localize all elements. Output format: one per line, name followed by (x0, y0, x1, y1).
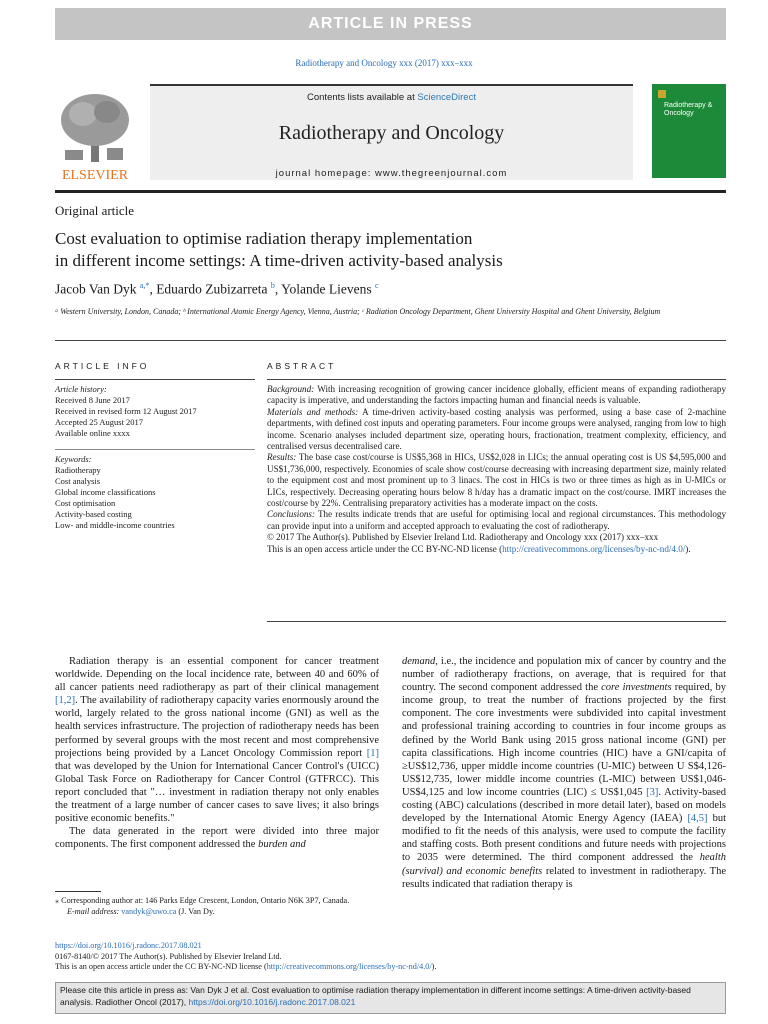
body-italic: burden and (258, 839, 306, 851)
corresponding-author: ⁎ Corresponding author at: 146 Parks Edge Crescent, London, Ontario N6K 3P7, Canada. (55, 896, 350, 905)
footnote (55, 895, 379, 917)
article-history (55, 384, 255, 439)
body-text: that was developed by the Union for International Cancer Control's (UICC) Global Task Force on Radiotherapy for Cancer Control (GTFRCC). This report concluded that "… investment in radiation therapy not only enables the treatment of a large number of cancer cases to save lives; it also brings positive economic benefits." (55, 760, 379, 825)
cover-emblem-icon (658, 90, 666, 98)
doi-link[interactable]: https://doi.org/10.1016/j.radonc.2017.08.021 (55, 941, 202, 950)
issn-line: 0167-8140/© 2017 The Author(s). Published by Elsevier Ireland Ltd. (55, 951, 282, 961)
available-prefix: Contents lists available at (307, 92, 418, 103)
keyword-item: Low- and middle-income countries (55, 520, 175, 530)
journal-masthead (55, 84, 726, 182)
abstract-rule (267, 379, 726, 380)
license-link[interactable]: http://creativecommons.org/licenses/by-nc-nd/4.0/ (502, 543, 686, 554)
license-suffix: ). (431, 962, 437, 971)
citation-text: Please cite this article in press as: Van Dyk J et al. Cost evaluation to optimise radiation therapy implementation in different income settings: A time-driven activity-based analysis. Radiother Oncol (2017), (60, 985, 691, 1007)
elsevier-logo[interactable] (55, 90, 135, 182)
body-paragraph (55, 825, 379, 851)
body-italic: demand (402, 656, 436, 667)
journal-title: Radiotherapy and Oncology (278, 122, 505, 144)
reference-link[interactable]: [1,2] (55, 695, 76, 707)
background-label: Background: (267, 384, 315, 394)
article-type: Original article (55, 203, 135, 218)
history-item: Received 8 June 2017 (55, 395, 130, 405)
abstract-results (267, 452, 726, 509)
body-text: The data generated in the report were divided into three major components. The first component addressed the (55, 826, 379, 851)
journal-citation-link[interactable]: Radiotherapy and Oncology xxx (2017) xxx–xxx (295, 58, 473, 68)
citation-box (55, 982, 726, 1014)
license-suffix: ). (685, 543, 691, 554)
masthead-rule (55, 190, 726, 193)
body-text: but modified to fit the needs of this analysis, were used to compute the facility and staffing costs. Both present conditions and future needs with projections to 2035 were determined. The third component addressed the (402, 813, 726, 864)
keywords-rule (55, 449, 255, 450)
sciencedirect-link[interactable]: ScienceDirect (417, 92, 476, 103)
reference-link[interactable]: [4,5] (687, 813, 708, 825)
conclusions-text: The results indicate trends that are useful for optimising local and regional circumstances. This methodology can provide input into a uniform and accepted approach to evaluating the cost of radiotherapy. (267, 509, 726, 531)
abstract-bottom-rule (267, 621, 726, 622)
keyword-item: Global income classifications (55, 487, 156, 497)
conclusions-label: Conclusions: (267, 509, 315, 520)
body-text: . The availability of radiotherapy capacity varies enormously around the world, largely related to the gross national income (GNI) as well as the health services infrastructure. The projection of radiotherapy needs has been performed by several groups with the most recent and most comprehensive projections being provided by a Lancet Oncology Commission report (55, 695, 379, 759)
footnote-rule (55, 891, 101, 892)
methods-text: A time-driven activity-based costing analysis was performed, using a base case of 2-machine departments, with defined cost inputs and operating parameters. Four income groups were analysed, ranging from low to high income. Scenario analyses included department size, operating hours, fractionation, treatment complexity, efficiency, and centralised versus decentralised care. (267, 406, 726, 452)
body-text: related to investment in radiotherapy. The results indicated that radiation therapy is (402, 865, 727, 890)
body-italic: core investments (601, 682, 672, 694)
email-label: E-mail address: (67, 907, 120, 916)
masthead-center (150, 84, 633, 180)
affiliations: ᵃ Western University, London, Canada; ᵇ International Atomic Energy Agency, Vienna, Austria; ᶜ Radiation Oncology Department, Ghent University Hospital and Ghent University, Belgium (55, 307, 661, 316)
body-column-right (402, 655, 726, 891)
author-name[interactable]: Yolande Lievens (281, 281, 372, 297)
journal-cover-image[interactable] (652, 84, 726, 178)
license-prefix: This is an open access article under the CC BY-NC-ND license ( (267, 543, 503, 554)
keyword-item: Cost analysis (55, 476, 101, 486)
abstract-copyright: © 2017 The Author(s). Published by Elsevier Ireland Ltd. Radiotherapy and Oncology xxx (2017) xxx–xxx (267, 532, 659, 543)
history-label: Article history: (55, 384, 107, 394)
history-item: Available online xxxx (55, 428, 130, 438)
results-text: The base case cost/course is US$5,368 in HICs, US$2,028 in LICs; the annual operating cost is US $4,595,000 and US$1,736,000, respectively. Economies of scale show cost/course decreasing with increasing department size, mainly related to the equipment cost and most prominent up to 3 linacs. The cost in HICs is two or three times as high as in U-MICs or LICs, respectively. Decreasing operating hours below 8 h/day has a dramatic impact on the cost/course. IMRT increases the cost/course by 22%. Centralising preparatory activities has a moderate impact on the costs. (267, 452, 726, 509)
header-divider (55, 340, 726, 341)
info-rule (55, 379, 255, 380)
keyword-item: Cost optimisation (55, 498, 116, 508)
author-list: Jacob Van Dyk $^{a,*}$, Eduardo Zubizarreta $^b$, Yolande Lievens $^c$ (55, 281, 379, 297)
article-title (55, 228, 715, 272)
body-italic: health (survival) and economic benefits (402, 852, 726, 877)
article-in-press-banner: ARTICLE IN PRESS (55, 8, 726, 40)
keywords (55, 454, 255, 531)
citation-doi-link[interactable]: https://doi.org/10.1016/j.radonc.2017.08.021 (188, 996, 356, 1007)
author-affil-ref[interactable]: c (375, 281, 379, 290)
author-affil-ref[interactable]: a,* (139, 281, 150, 290)
abstract-body (267, 384, 726, 555)
body-paragraph (55, 655, 379, 825)
abstract-heading: ABSTRACT (267, 361, 337, 371)
body-column-left (55, 655, 379, 851)
keywords-label: Keywords: (55, 454, 92, 464)
body-text: , i.e., the incidence and population mix of cancer by country and the number of radiotherapy fractions, on average, that is required for that country. The second component addressed the (402, 656, 726, 694)
email-link[interactable]: vandyk@uwo.ca (121, 907, 177, 916)
license-prefix: This is an open access article under the CC BY-NC-ND license ( (55, 962, 267, 971)
author-affil-ref[interactable]: b (270, 281, 275, 290)
email-line (55, 906, 379, 917)
abstract-background (267, 384, 726, 407)
keyword-item: Activity-based costing (55, 509, 132, 519)
license-link[interactable]: http://creativecommons.org/licenses/by-nc-nd/4.0/ (266, 962, 432, 971)
methods-label: Materials and methods: (267, 406, 359, 417)
contents-available (150, 92, 633, 103)
title-line-1: Cost evaluation to optimise radiation therapy implementation (55, 229, 473, 248)
body-paragraph (402, 655, 726, 891)
page-footer (55, 941, 726, 973)
history-item: Received in revised form 12 August 2017 (55, 406, 197, 416)
footer-license (55, 962, 726, 973)
cover-title: Radiotherapy & Oncology (664, 102, 713, 117)
history-item: Accepted 25 August 2017 (55, 417, 144, 427)
author-name[interactable]: Eduardo Zubizarreta (156, 281, 268, 297)
body-text: required, by income group, to treat the number of fractions projected by the first component. The core investments were subdivided into capital investment and professional training according to countries in four income groups as defined by the World Bank using 2015 gross national income (GNI) per capita classifications. High income countries (HIC) have a GNI/capita of ≥US$12,736, upper middle income countries (U-MIC) between U S$4,126-US$12,735, lower middle income countries (L-MIC) between US$1,046-US$4,125 and low income countries (LIC) ≤ US$1,045 (402, 682, 726, 798)
reference-link[interactable]: [3] (646, 786, 659, 798)
journal-homepage[interactable]: journal homepage: www.thegreenjournal.com (275, 168, 508, 179)
article-info-heading: ARTICLE INFO (55, 361, 150, 371)
email-suffix: (J. Van Dy. (176, 907, 215, 916)
title-line-2: in different income settings: A time-driven activity-based analysis (55, 251, 503, 270)
reference-link[interactable]: [1] (366, 747, 379, 759)
abstract-methods (267, 407, 726, 453)
keyword-item: Radiotherapy (55, 465, 101, 475)
results-label: Results: (267, 452, 297, 463)
elsevier-tree-icon (55, 90, 135, 165)
body-text: Radiation therapy is an essential component for cancer treatment worldwide. Depending on the local incidence rate, between 40 and 60% of all cancer patients need radiotherapy as part of their clinical management (55, 656, 379, 694)
publisher-name: ELSEVIER (61, 168, 129, 183)
abstract-conclusions (267, 509, 726, 532)
body-text: . Activity-based costing (ABC) calculations (described in more detail later), based on models developed by the International Atomic Energy Agency (IAEA) (402, 786, 726, 825)
abstract-license (267, 544, 726, 555)
author-name[interactable]: Jacob Van Dyk (55, 281, 137, 297)
background-text: With increasing recognition of growing cancer incidence globally, efficient means of expanding radiotherapy capacity is imperative, and understanding the factors impacting human and financial needs is valuable. (267, 384, 726, 406)
